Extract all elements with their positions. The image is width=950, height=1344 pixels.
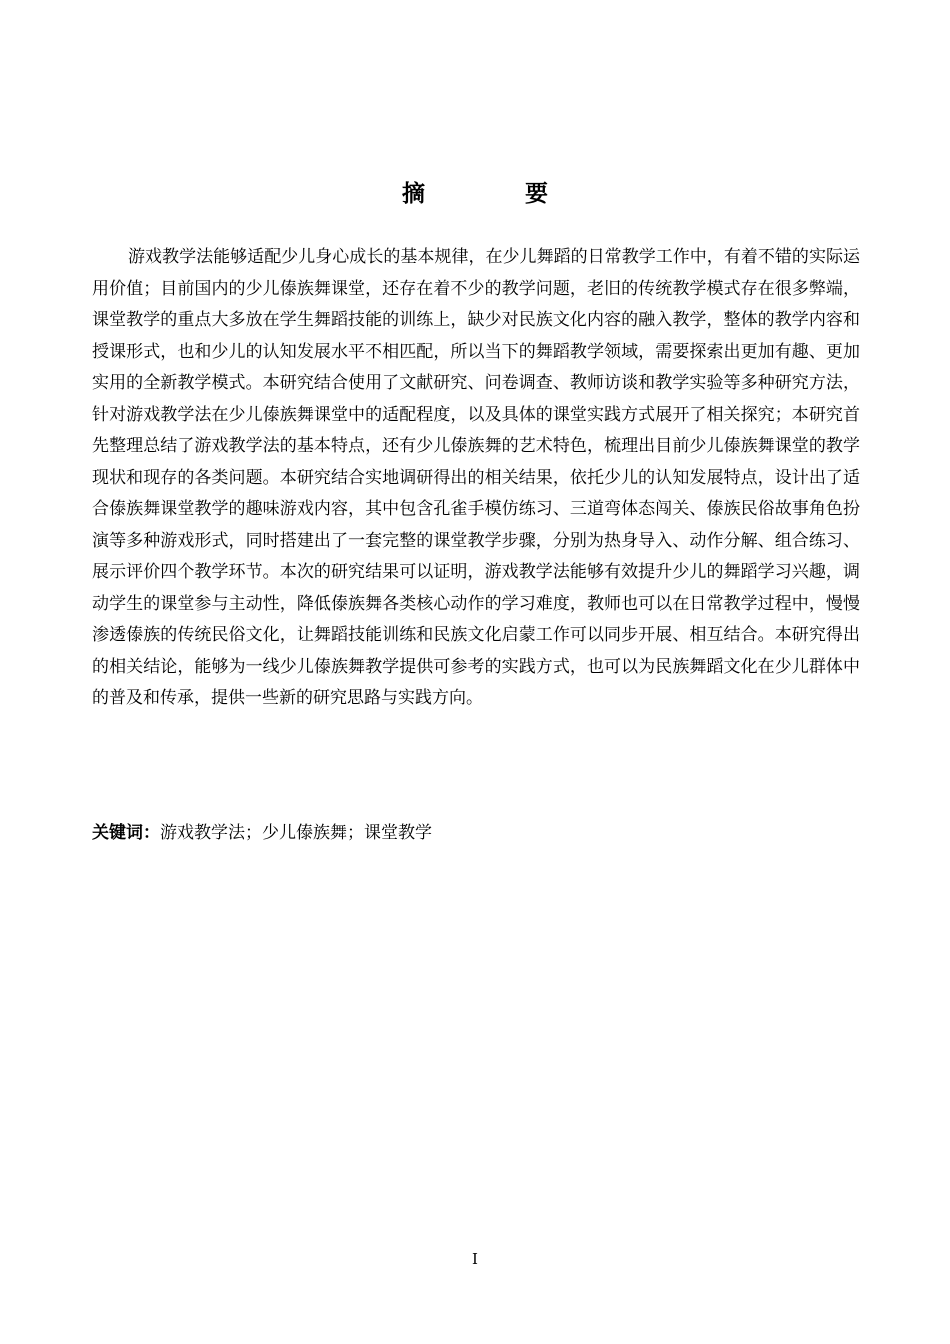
page-number: I — [472, 1250, 478, 1268]
keywords-text: 游戏教学法；少儿傣族舞；课堂教学 — [160, 823, 432, 843]
abstract-title: 摘 要 — [401, 180, 594, 207]
keywords-line — [92, 818, 860, 848]
abstract-body: 游戏教学法能够适配少儿身心成长的基本规律，在少儿舞蹈的日常教学工作中，有着不错的实际运用价值；目前国内的少儿傣族舞课堂，还存在着不少的教学问题，老旧的传统教学模式存在很多弊端，课堂教学的重点大多放在学生舞蹈技能的训练上，缺少对民族文化内容的融入教学，整体的教学内容和授课形式，也和少儿的认知发展水平不相匹配，所以当下的舞蹈教学领域，需要探索出更加有趣、更加实用的全新教学模式。本研究结合使用了文献研究、问卷调查、教师访谈和教学实验等多种研究方法，针对游戏教学法在少儿傣族舞课堂中的适配程度，以及具体的课堂实践方式展开了相关探究；本研究首先整理总结了游戏教学法的基本特点，还有少儿傣族舞的艺术特色，梳理出目前少儿傣族舞课堂的教学现状和现存的各类问题。本研究结合实地调研得出的相关结果，依托少儿的认知发展特点，设计出了适合傣族舞课堂教学的趣味游戏内容，其中包含孔雀手模仿练习、三道弯体态闯关、傣族民俗故事角色扮演等多种游戏形式，同时搭建出了一套完整的课堂教学步骤，分别为热身导入、动作分解、组合练习、展示评价四个教学环节。本次的研究结果可以证明，游戏教学法能够有效提升少儿的舞蹈学习兴趣，调动学生的课堂参与主动性，降低傣族舞各类核心动作的学习难度，教师也可以在日常教学过程中，慢慢渗透傣族的传统民俗文化，让舞蹈技能训练和民族文化启蒙工作可以同步开展、相互结合。本研究得出的相关结论，能够为一线少儿傣族舞教学提供可参考的实践方式，也可以为民族舞蹈文化在少儿群体中的普及和传承，提供一些新的研究思路与实践方向。 — [92, 247, 860, 708]
keywords-label: 关键词： — [92, 823, 160, 843]
